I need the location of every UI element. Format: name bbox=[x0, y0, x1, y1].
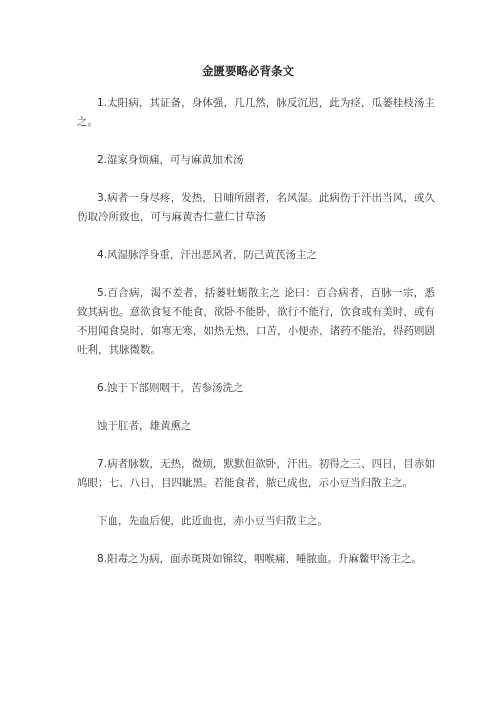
paragraph: 下血，先血后便，此近血也，赤小豆当归散主之。 bbox=[97, 515, 328, 527]
document-body bbox=[77, 94, 435, 588]
document-title: 金匮要略必背条文 bbox=[202, 64, 294, 78]
paragraph: 5.百合病，渴不差者，括蒌牡蛎散主之 论曰：百合病者，百脉一宗，悉致其病也。意欲食复不能食，欲卧不能卧，欲行不能行，饮食或有美时，或有不用闻食臭时，如寒无寒，如热无热，口苦，小便赤，诸药不能治，得药则剧吐利，其脉微数。 bbox=[77, 287, 435, 356]
paragraph: 4.风湿脉浮身重，汗出恶风者，防己黄芪汤主之 bbox=[97, 249, 318, 261]
paragraph: 6.蚀于下部则咽干，苦参汤洗之 bbox=[97, 382, 244, 394]
paragraph: 蚀于肛者，雄黄熏之 bbox=[97, 420, 192, 432]
paragraph: 8.阳毒之为病，面赤斑斑如锦纹，咽喉痛，唾脓血。升麻鳖甲汤主之。 bbox=[97, 553, 423, 565]
paragraph: 3.病者一身尽疼，发热，日晡所剧者，名风湿。此病伤于汗出当风，或久伤取冷所致也，可与麻黄杏仁薏仁甘草汤 bbox=[77, 192, 435, 223]
paragraph: 7.病者脉数，无热，微烦，默默但欲卧，汗出。初得之三、四日，目赤如鸠眼；七、八日，目四眦黑。若能食者，脓已成也，示小豆当归散主之。 bbox=[77, 458, 435, 489]
paragraph: 2.湿家身烦痛，可与麻黄加术汤 bbox=[97, 154, 244, 166]
paragraph: 1.太阳病，其证备，身体强，几几然，脉反沉迟，此为痉，瓜蒌桂枝汤主之。 bbox=[77, 97, 435, 128]
